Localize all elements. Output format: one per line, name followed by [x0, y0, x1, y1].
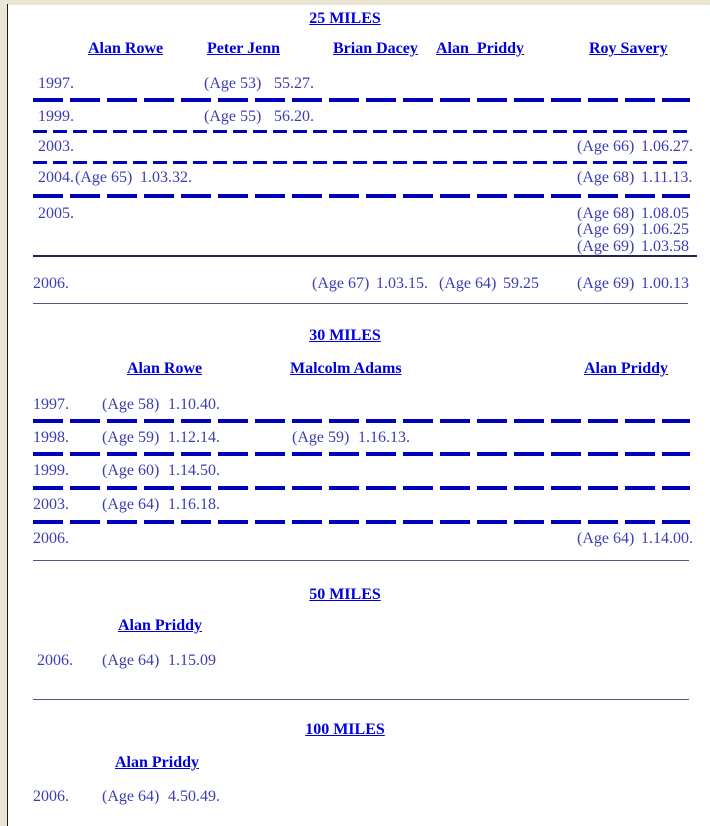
age-value: (Age 53): [204, 75, 262, 92]
section-25-miles: [12, 10, 678, 28]
year-label: 1998.: [33, 429, 69, 446]
time-value: 1.03.15.: [376, 275, 428, 292]
age-value: (Age 66): [577, 138, 635, 155]
time-value: 1.14.00.: [641, 530, 693, 547]
section-title-30-miles-link[interactable]: 30 MILES: [309, 327, 381, 344]
year-label: 2003.: [38, 138, 74, 155]
frame-top-edge: [0, 0, 710, 5]
column-header-malcolm-adams[interactable]: Malcolm Adams: [290, 360, 402, 377]
age-value: (Age 64): [577, 530, 635, 547]
time-value: 1.15.09: [168, 652, 216, 669]
separator-dashed: [33, 130, 690, 133]
time-value: 59.25: [503, 275, 539, 292]
separator-dashed: [33, 98, 690, 102]
age-value: (Age 64): [439, 275, 497, 292]
year-label: 2003.: [33, 496, 69, 513]
separator-dashed: [33, 194, 690, 198]
time-value: 1.03.58: [641, 238, 689, 255]
time-value: 1.16.18.: [168, 496, 220, 513]
age-value: (Age 69): [577, 238, 635, 255]
separator-solid: [33, 699, 689, 700]
age-value: (Age 55): [204, 108, 262, 125]
column-header-alan-rowe[interactable]: Alan Rowe: [88, 40, 164, 57]
year-label: 2006.: [33, 530, 69, 547]
age-value: (Age 58): [102, 396, 160, 413]
time-value: 4.50.49.: [168, 788, 220, 805]
frame-border-line: [7, 4, 8, 826]
year-label: 2006.: [33, 275, 69, 292]
age-value: (Age 60): [102, 462, 160, 479]
age-value: (Age 68): [577, 205, 635, 222]
year-label: 2005.: [38, 205, 74, 222]
separator-dashed: [33, 486, 690, 490]
age-value: (Age 64): [102, 496, 160, 513]
time-value: 1.06.25: [641, 221, 689, 238]
separator-solid: [33, 560, 689, 561]
year-label: 2004.: [38, 169, 74, 186]
time-value: 1.03.32.: [140, 169, 192, 186]
column-header-roy-savery[interactable]: Roy Savery: [589, 40, 668, 57]
year-label: 1999.: [33, 462, 69, 479]
year-label: 2006.: [37, 652, 73, 669]
year-label: 1997.: [33, 396, 69, 413]
section-title-50-miles-link[interactable]: 50 MILES: [309, 586, 381, 603]
frame-left-edge: [0, 0, 7, 826]
age-value: (Age 59): [292, 429, 350, 446]
separator-solid: [33, 255, 697, 257]
age-value: (Age 64): [102, 788, 160, 805]
separator-dashed: [33, 419, 690, 423]
age-value: (Age 65): [75, 169, 133, 186]
section-title-100-miles-link[interactable]: 100 MILES: [305, 721, 385, 738]
time-value: 1.11.13.: [641, 169, 693, 186]
time-value: 1.14.50.: [168, 462, 220, 479]
section-50-miles: [12, 586, 678, 604]
separator-dashed: [33, 452, 690, 456]
time-value: 1.10.40.: [168, 396, 220, 413]
year-label: 1999.: [38, 108, 74, 125]
time-value: 1.16.13.: [358, 429, 410, 446]
time-value: 1.08.05: [641, 205, 689, 222]
time-value: 1.06.27.: [641, 138, 693, 155]
column-header-alan-priddy[interactable]: Alan Priddy: [115, 754, 200, 771]
column-header-alan-priddy[interactable]: Alan Priddy: [584, 360, 669, 377]
age-value: (Age 59): [102, 429, 160, 446]
column-header-peter-jenn[interactable]: Peter Jenn: [207, 40, 281, 57]
separator-dashed: [33, 520, 690, 524]
year-label: 1997.: [38, 75, 74, 92]
age-value: (Age 69): [577, 275, 635, 292]
time-value: 55.27.: [274, 75, 314, 92]
column-header-brian-dacey[interactable]: Brian Dacey: [333, 40, 418, 57]
column-header-alan-rowe[interactable]: Alan Rowe: [127, 360, 203, 377]
column-header-alan-priddy[interactable]: Alan Priddy: [436, 40, 525, 57]
age-value: (Age 64): [102, 652, 160, 669]
column-header-alan-priddy[interactable]: Alan Priddy: [118, 617, 203, 634]
time-value: 1.00.13: [641, 275, 689, 292]
section-100-miles: [12, 721, 678, 739]
section-title-25-miles-link[interactable]: 25 MILES: [309, 10, 381, 27]
separator-solid: [33, 303, 688, 304]
age-value: (Age 69): [577, 221, 635, 238]
age-value: (Age 68): [577, 169, 635, 186]
time-value: 56.20.: [274, 108, 314, 125]
age-value: (Age 67): [312, 275, 370, 292]
section-30-miles: [12, 327, 678, 345]
separator-dashed: [33, 161, 690, 164]
time-value: 1.12.14.: [168, 429, 220, 446]
year-label: 2006.: [33, 788, 69, 805]
